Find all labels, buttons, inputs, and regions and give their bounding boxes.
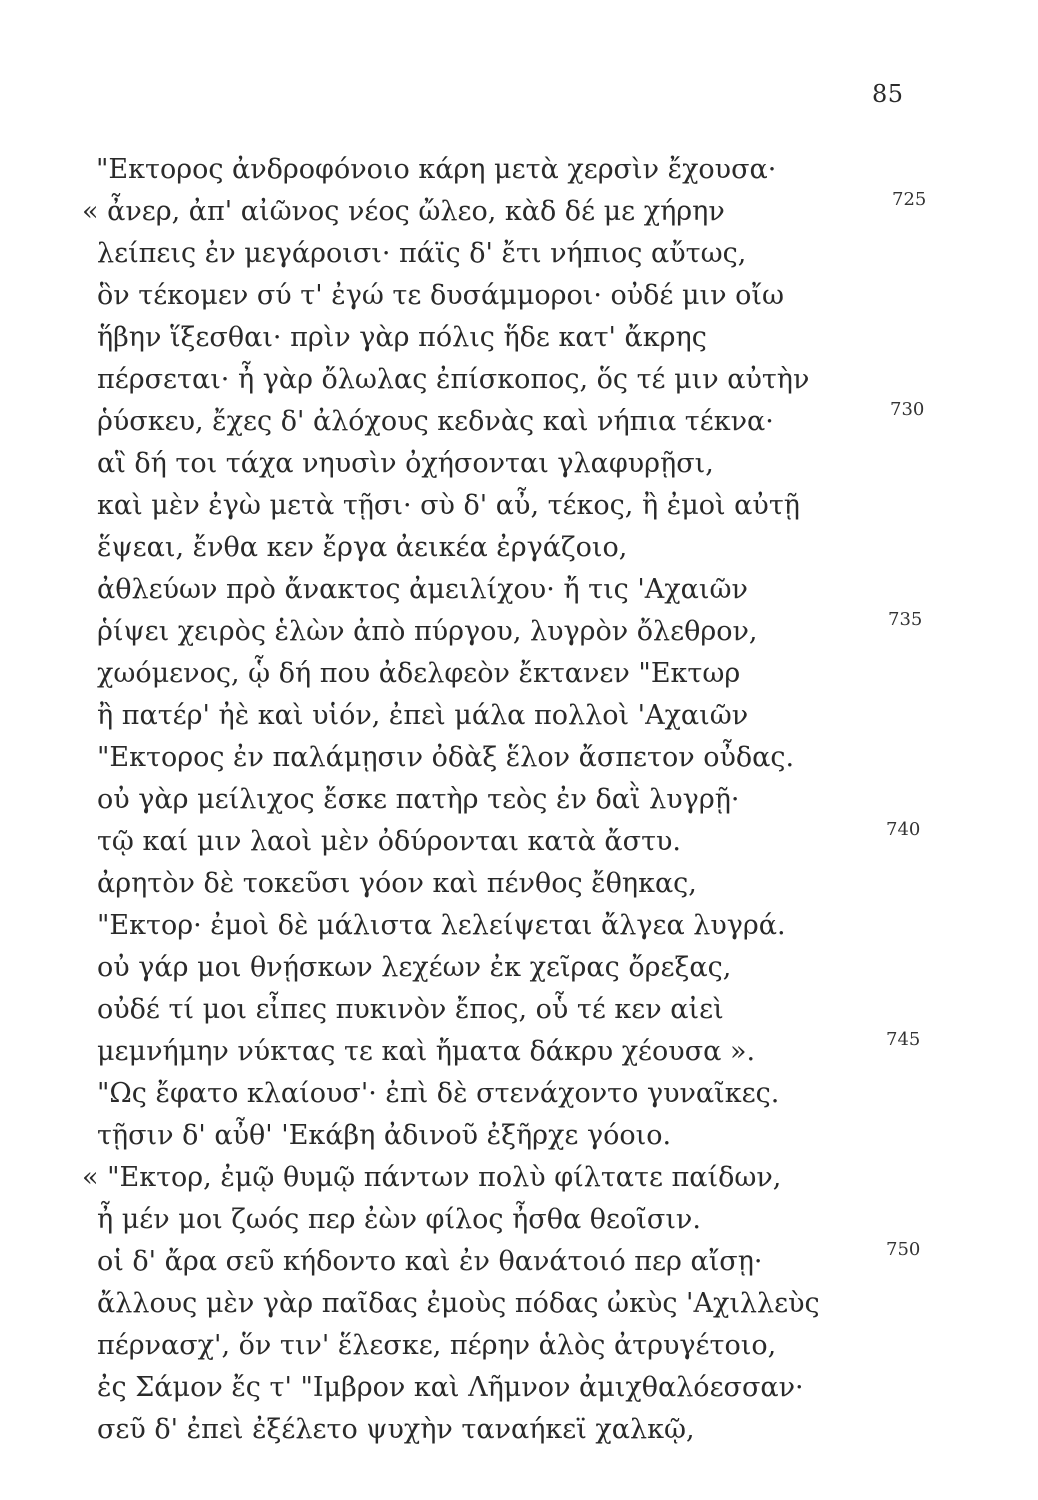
verse-number: 750: [886, 1239, 921, 1260]
verse-line: τῷ καί μιν λαοὶ μὲν ὀδύρονται κατὰ ἄστυ.: [97, 826, 682, 857]
verse-line: ῥίψει χειρὸς ἑλὼν ἀπὸ πύργου, λυγρὸν ὄλεθρον,: [97, 616, 758, 647]
verse-line: "Εκτορος ἀνδροφόνοιο κάρη μετὰ χερσὶν ἔχουσα·: [96, 154, 777, 185]
verse-number: 745: [886, 1029, 921, 1050]
verse-line: ῥύσκευ, ἔχες δ' ἀλόχους κεδνὰς καὶ νήπια τέκνα·: [97, 406, 774, 437]
verse-line: χωόμενος, ᾧ δή που ἀδελφεὸν ἔκτανεν "Εκτωρ: [97, 658, 741, 689]
verse-line: "Εκτορ· ἐμοὶ δὲ μάλιστα λελείψεται ἄλγεα λυγρά.: [97, 910, 786, 941]
verse-number: 730: [890, 399, 925, 420]
verse-line: ἥβην ἵξεσθαι· πρὶν γὰρ πόλις ἥδε κατ' ἄκρης: [97, 322, 707, 353]
verse-number: 740: [886, 819, 921, 840]
verse-number: 735: [888, 609, 923, 630]
verse-line: ὃν τέκομεν σύ τ' ἐγώ τε δυσάμμοροι· οὐδέ μιν οἴω: [97, 280, 784, 311]
verse-line: οἱ δ' ἄρα σεῦ κήδοντο καὶ ἐν θανάτοιό περ αἴσῃ·: [97, 1246, 763, 1277]
verse-line: ἀθλεύων πρὸ ἄνακτος ἀμειλίχου· ἤ τις 'Αχαιῶν: [97, 574, 748, 605]
verse-number: 725: [892, 189, 927, 210]
verse-line: ἐς Σάμον ἔς τ' "Ιμβρον καὶ Λῆμνον ἀμιχθαλόεσσαν·: [97, 1372, 804, 1403]
verse-line: οὐδέ τί μοι εἶπες πυκινὸν ἔπος, οὗ τέ κεν αἰεὶ: [97, 994, 724, 1025]
verse-line: καὶ μὲν ἐγὼ μετὰ τῇσι· σὺ δ' αὖ, τέκος, ἢ ἐμοὶ αὐτῇ: [97, 490, 800, 521]
verse-line: μεμνήμην νύκτας τε καὶ ἤματα δάκρυ χέουσα ».: [97, 1036, 756, 1067]
verse-line: πέρνασχ', ὅν τιν' ἕλεσκε, πέρην ἁλὸς ἀτρυγέτοιο,: [97, 1330, 777, 1361]
verse-line: ἕψεαι, ἔνθα κεν ἔργα ἀεικέα ἐργάζοιο,: [97, 532, 628, 563]
verse-line: "Εκτορος ἐν παλάμῃσιν ὀδὰξ ἕλον ἄσπετον οὖδας.: [97, 742, 795, 773]
verse-line: ἀρητὸν δὲ τοκεῦσι γόον καὶ πένθος ἔθηκας,: [97, 868, 697, 899]
verse-line: οὐ γὰρ μείλιχος ἔσκε πατὴρ τεὸς ἐν δαῒ λυγρῇ·: [97, 784, 740, 815]
verse-line: αἳ δή τοι τάχα νηυσὶν ὀχήσονται γλαφυρῇσι,: [97, 448, 714, 479]
verse-line: « "Εκτορ, ἐμῷ θυμῷ πάντων πολὺ φίλτατε παίδων,: [82, 1162, 782, 1193]
verse-line: λείπεις ἐν μεγάροισι· πάϊς δ' ἔτι νήπιος αὔτως,: [97, 238, 747, 269]
verse-line: τῇσιν δ' αὖθ' 'Εκάβη ἀδινοῦ ἐξῆρχε γόοιο.: [97, 1120, 672, 1151]
page-number: 85: [872, 80, 904, 108]
verse-line: ἦ μέν μοι ζωός περ ἐὼν φίλος ἦσθα θεοῖσιν.: [97, 1204, 701, 1235]
verse-line: οὐ γάρ μοι θνῄσκων λεχέων ἐκ χεῖρας ὄρεξας,: [97, 952, 732, 983]
verse-line: ἄλλους μὲν γὰρ παῖδας ἐμοὺς πόδας ὠκὺς 'Αχιλλεὺς: [97, 1288, 820, 1319]
verse-line: "Ως ἔφατο κλαίουσ'· ἐπὶ δὲ στενάχοντο γυναῖκες.: [97, 1078, 780, 1109]
verse-line: πέρσεται· ἦ γὰρ ὄλωλας ἐπίσκοπος, ὅς τέ μιν αὐτὴν: [97, 364, 810, 395]
verse-line: ἢ πατέρ' ἠὲ καὶ υἱόν, ἐπεὶ μάλα πολλοὶ 'Αχαιῶν: [97, 700, 749, 731]
verse-line: « ἆνερ, ἀπ' αἰῶνος νέος ὤλεο, κὰδ δέ με χήρην: [82, 196, 725, 227]
verse-line: σεῦ δ' ἐπεὶ ἐξέλετο ψυχὴν ταναήκεϊ χαλκῷ,: [97, 1414, 695, 1445]
